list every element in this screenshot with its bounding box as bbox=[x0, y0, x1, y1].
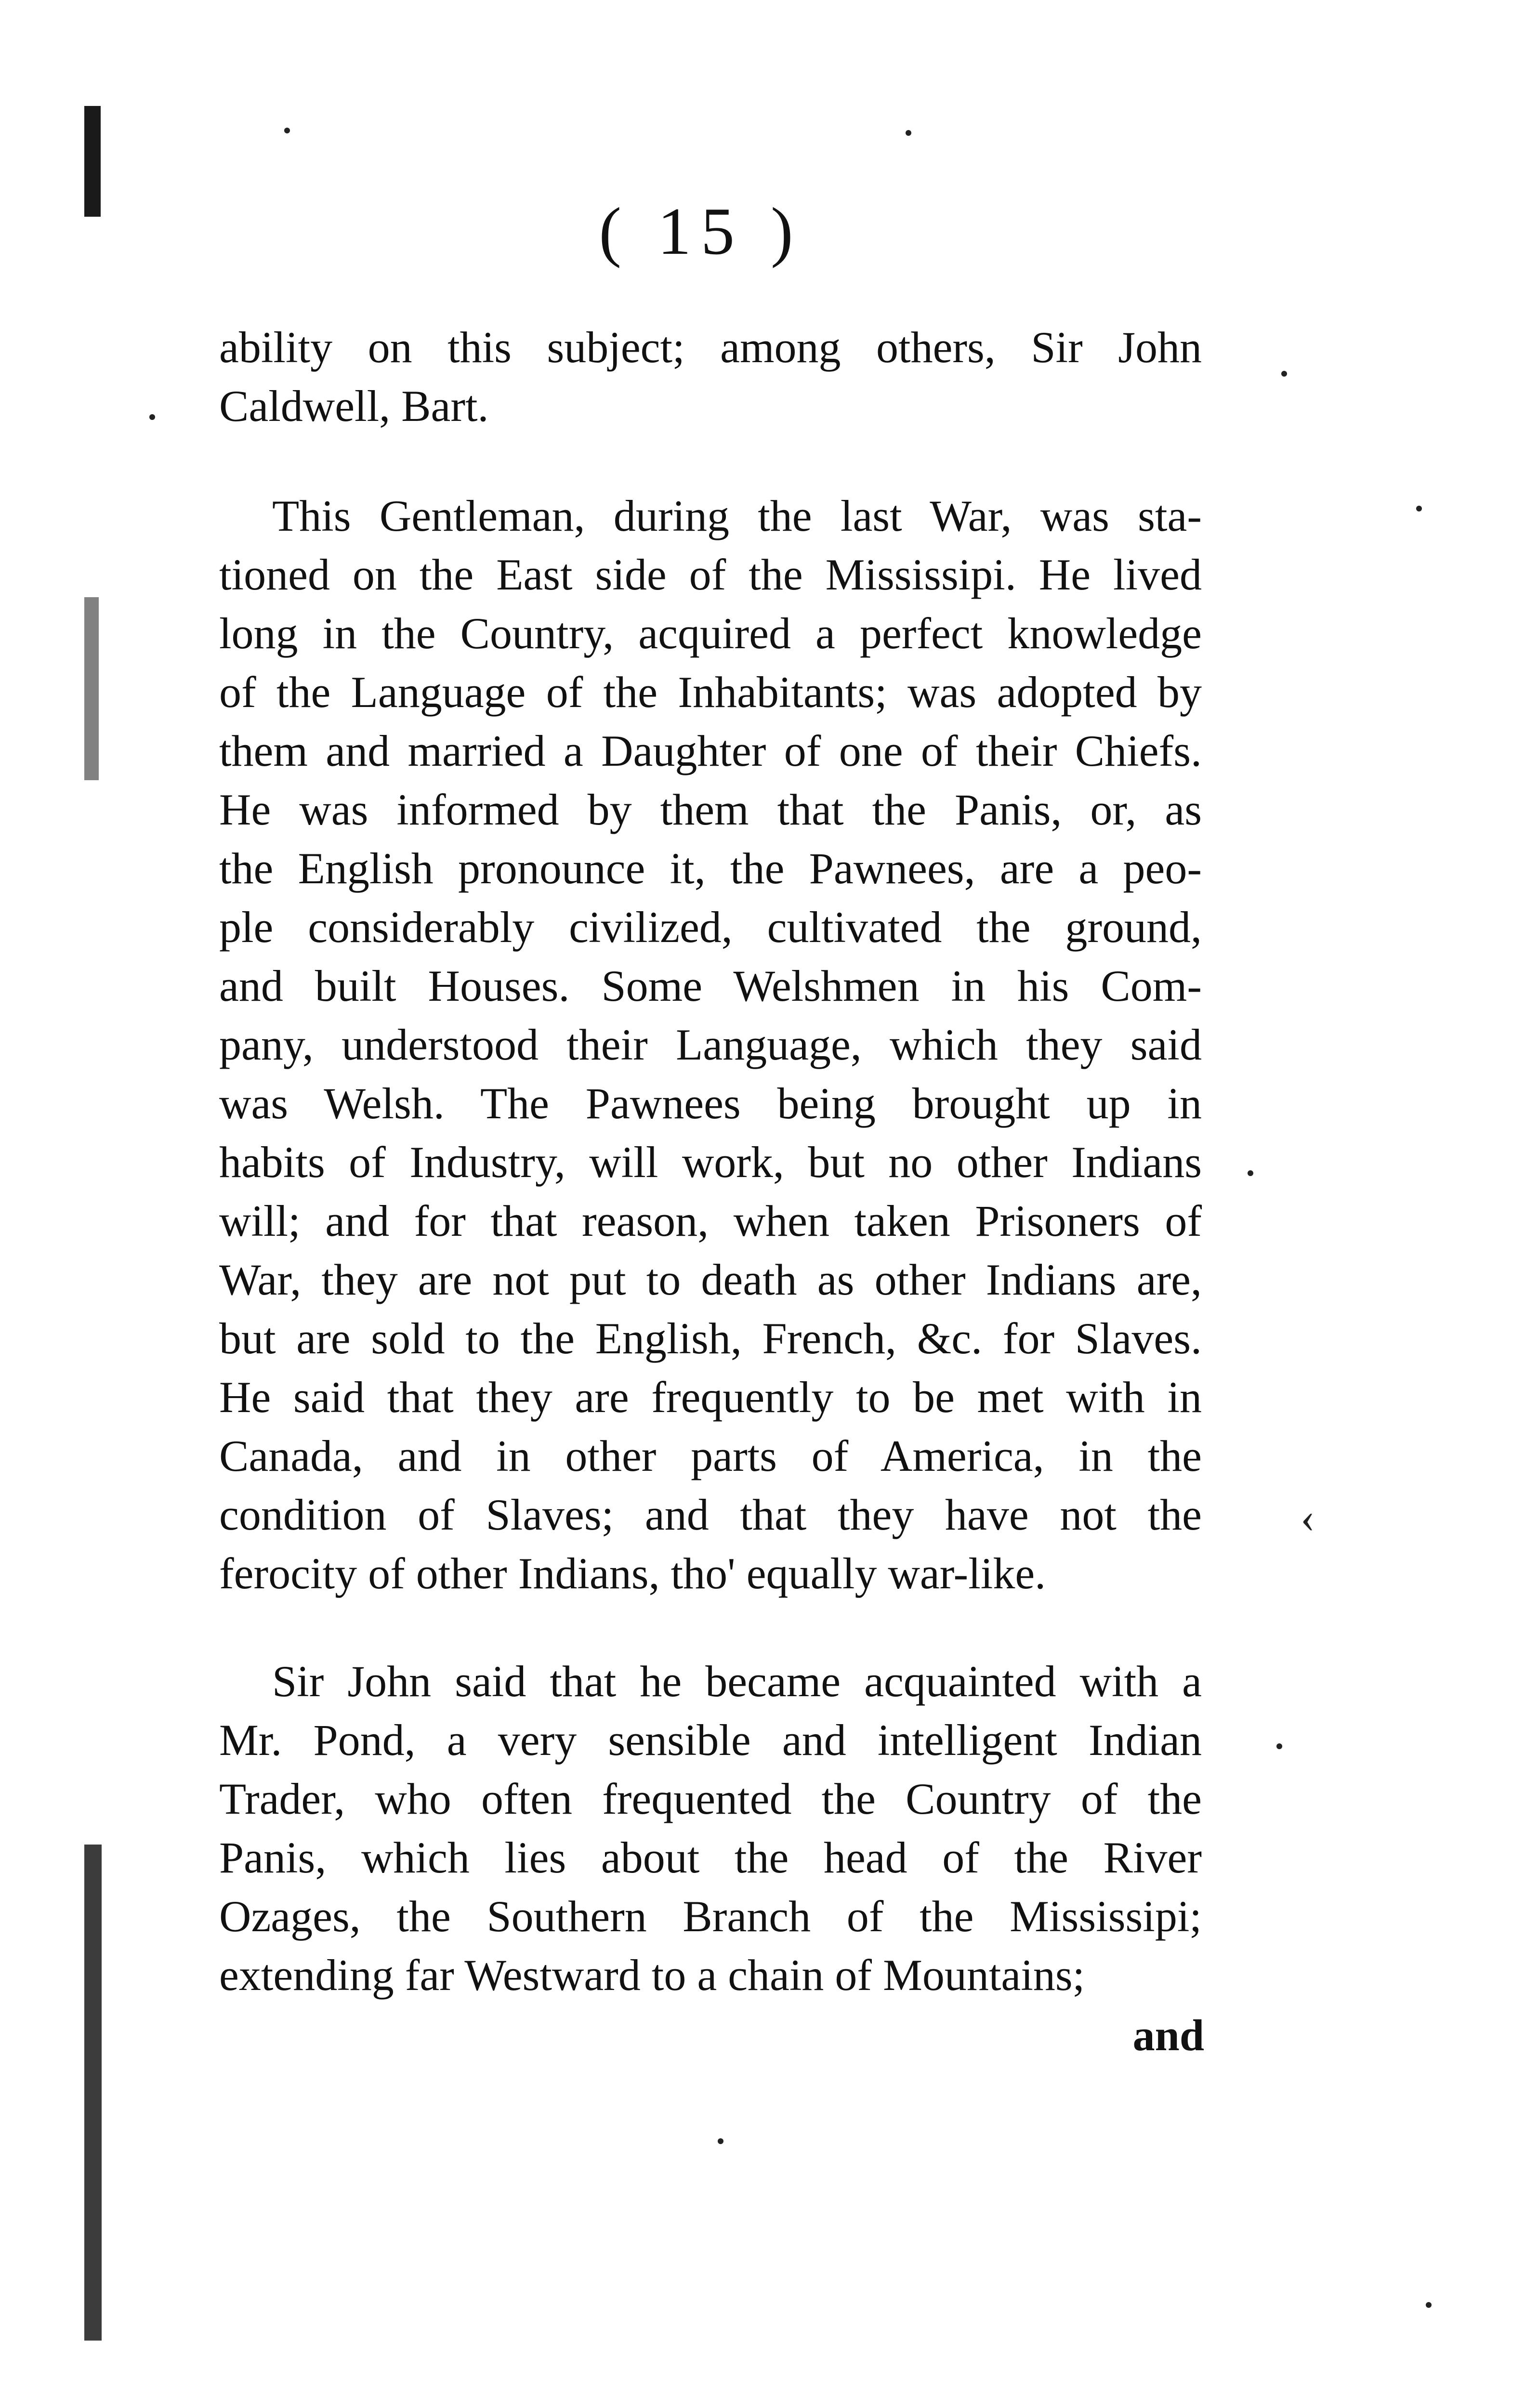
text-line: of the Language of the Inhabitants; was adopted by bbox=[219, 667, 1202, 717]
text-line: ple considerably civilized, cultivated the ground, bbox=[219, 903, 1202, 952]
text-line: extending far Westward to a chain of Mountains; bbox=[219, 1950, 1085, 2000]
binding-edge-shadow bbox=[84, 597, 99, 780]
paragraph bbox=[219, 318, 1202, 435]
text-line: Caldwell, Bart. bbox=[219, 381, 489, 431]
ink-speck bbox=[1248, 1170, 1253, 1176]
text-line: them and married a Daughter of one of their Chiefs. bbox=[219, 726, 1202, 775]
text-line: He said that they are frequently to be met with in bbox=[219, 1373, 1202, 1422]
text-line: Canada, and in other parts of America, in the bbox=[219, 1431, 1202, 1480]
ink-speck bbox=[1281, 371, 1287, 377]
ink-speck bbox=[1426, 2302, 1432, 2308]
paragraph bbox=[219, 486, 1202, 1603]
text-line: Sir John said that he became acquainted with a bbox=[272, 1657, 1202, 1706]
catchword: and bbox=[1132, 2011, 1204, 2060]
margin-mark: ‹ bbox=[1301, 1494, 1315, 1542]
text-line: the English pronounce it, the Pawnees, are a peo- bbox=[219, 844, 1202, 893]
text-line: tioned on the East side of the Mississipi. He lived bbox=[219, 550, 1202, 599]
ink-speck bbox=[718, 2138, 723, 2144]
text-line: and built Houses. Some Welshmen in his Com- bbox=[219, 961, 1202, 1010]
text-line: Mr. Pond, a very sensible and intelligent Indian bbox=[219, 1715, 1202, 1765]
ink-speck bbox=[1416, 506, 1422, 511]
ink-speck bbox=[149, 414, 155, 420]
text-line: condition of Slaves; and that they have not the bbox=[219, 1490, 1202, 1539]
text-line: Trader, who often frequented the Country of the bbox=[219, 1774, 1202, 1823]
text-line: but are sold to the English, French, &c. for Slaves. bbox=[219, 1314, 1202, 1363]
text-line: pany, understood their Language, which they said bbox=[219, 1020, 1202, 1069]
ink-speck bbox=[1276, 1743, 1282, 1749]
text-line: Panis, which lies about the head of the River bbox=[219, 1833, 1202, 1882]
text-line: This Gentleman, during the last War, was sta- bbox=[272, 491, 1202, 540]
ink-speck bbox=[284, 128, 290, 133]
text-line: Ozages, the Southern Branch of the Mississipi; bbox=[219, 1892, 1202, 1941]
paragraph bbox=[219, 1652, 1202, 2004]
ink-speck bbox=[906, 130, 911, 136]
text-line: habits of Industry, will work, but no other Indians bbox=[219, 1138, 1202, 1187]
text-line: ferocity of other Indians, tho' equally war-like. bbox=[219, 1549, 1046, 1598]
text-line: was Welsh. The Pawnees being brought up in bbox=[219, 1079, 1202, 1128]
binding-edge-shadow bbox=[84, 1845, 102, 2341]
text-line: will; and for that reason, when taken Prisoners of bbox=[219, 1196, 1202, 1245]
text-line: War, they are not put to death as other Indians are, bbox=[219, 1255, 1202, 1304]
page-number: ( 15 ) bbox=[599, 194, 803, 269]
text-line: long in the Country, acquired a perfect knowledge bbox=[219, 609, 1202, 658]
text-line: ability on this subject; among others, Sir John bbox=[219, 323, 1202, 372]
text-line: He was informed by them that the Panis, or, as bbox=[219, 785, 1202, 834]
